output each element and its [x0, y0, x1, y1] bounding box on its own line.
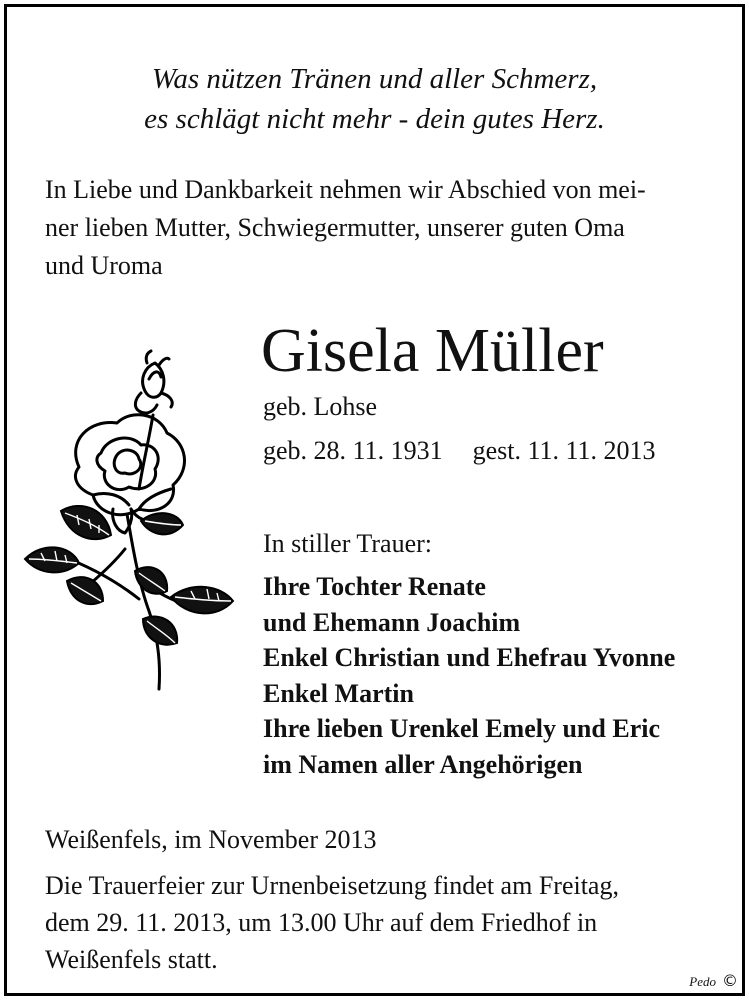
mourners-list: [263, 569, 675, 782]
rose-icon: [21, 349, 243, 695]
intro-text: [45, 171, 709, 285]
mourner-line: Ihre lieben Urenkel Emely und Eric: [263, 714, 660, 743]
mourner-line: im Namen aller Angehörigen: [263, 749, 583, 779]
birth-date: geb. 28. 11. 1931: [263, 436, 443, 465]
publisher-mark: [689, 970, 738, 993]
service-line-3: Weißenfels statt.: [45, 945, 218, 974]
intro-line-3: und Uroma: [45, 251, 163, 280]
verse: [7, 59, 742, 139]
mourner-line: Enkel Christian und Ehefrau Yvonne: [263, 643, 676, 672]
place-date: Weißenfels, im November 2013: [45, 825, 377, 854]
intro-line-2: ner lieben Mutter, Schwiegermutter, unserer guten Oma: [45, 213, 625, 242]
verse-line-1: Was nützen Tränen und aller Schmerz,: [151, 63, 598, 95]
verse-line-2: es schlägt nicht mehr - dein gutes Herz.: [144, 103, 605, 135]
life-dates: [263, 434, 656, 468]
mourner-line: und Ehemann Joachim: [263, 607, 521, 637]
intro-line-1: In Liebe und Dankbarkeit nehmen wir Abschied von mei-: [45, 175, 646, 204]
designer-signature: Pedo: [689, 974, 716, 989]
service-line-1: Die Trauerfeier zur Urnenbeisetzung findet am Freitag,: [45, 871, 619, 900]
service-text: [45, 867, 709, 978]
mourning-heading: In stiller Trauer:: [263, 529, 432, 558]
death-date: gest. 11. 11. 2013: [472, 436, 656, 465]
mourner-line: Enkel Martin: [263, 678, 414, 708]
obituary-frame: [4, 4, 745, 996]
copyright-symbol: ©: [722, 971, 738, 990]
deceased-name: Gisela Müller: [261, 317, 604, 385]
mourner-line: Ihre Tochter Renate: [263, 572, 486, 601]
maiden-name: geb. Lohse: [263, 392, 378, 421]
service-line-2: dem 29. 11. 2013, um 13.00 Uhr auf dem Friedhof in: [45, 908, 598, 937]
